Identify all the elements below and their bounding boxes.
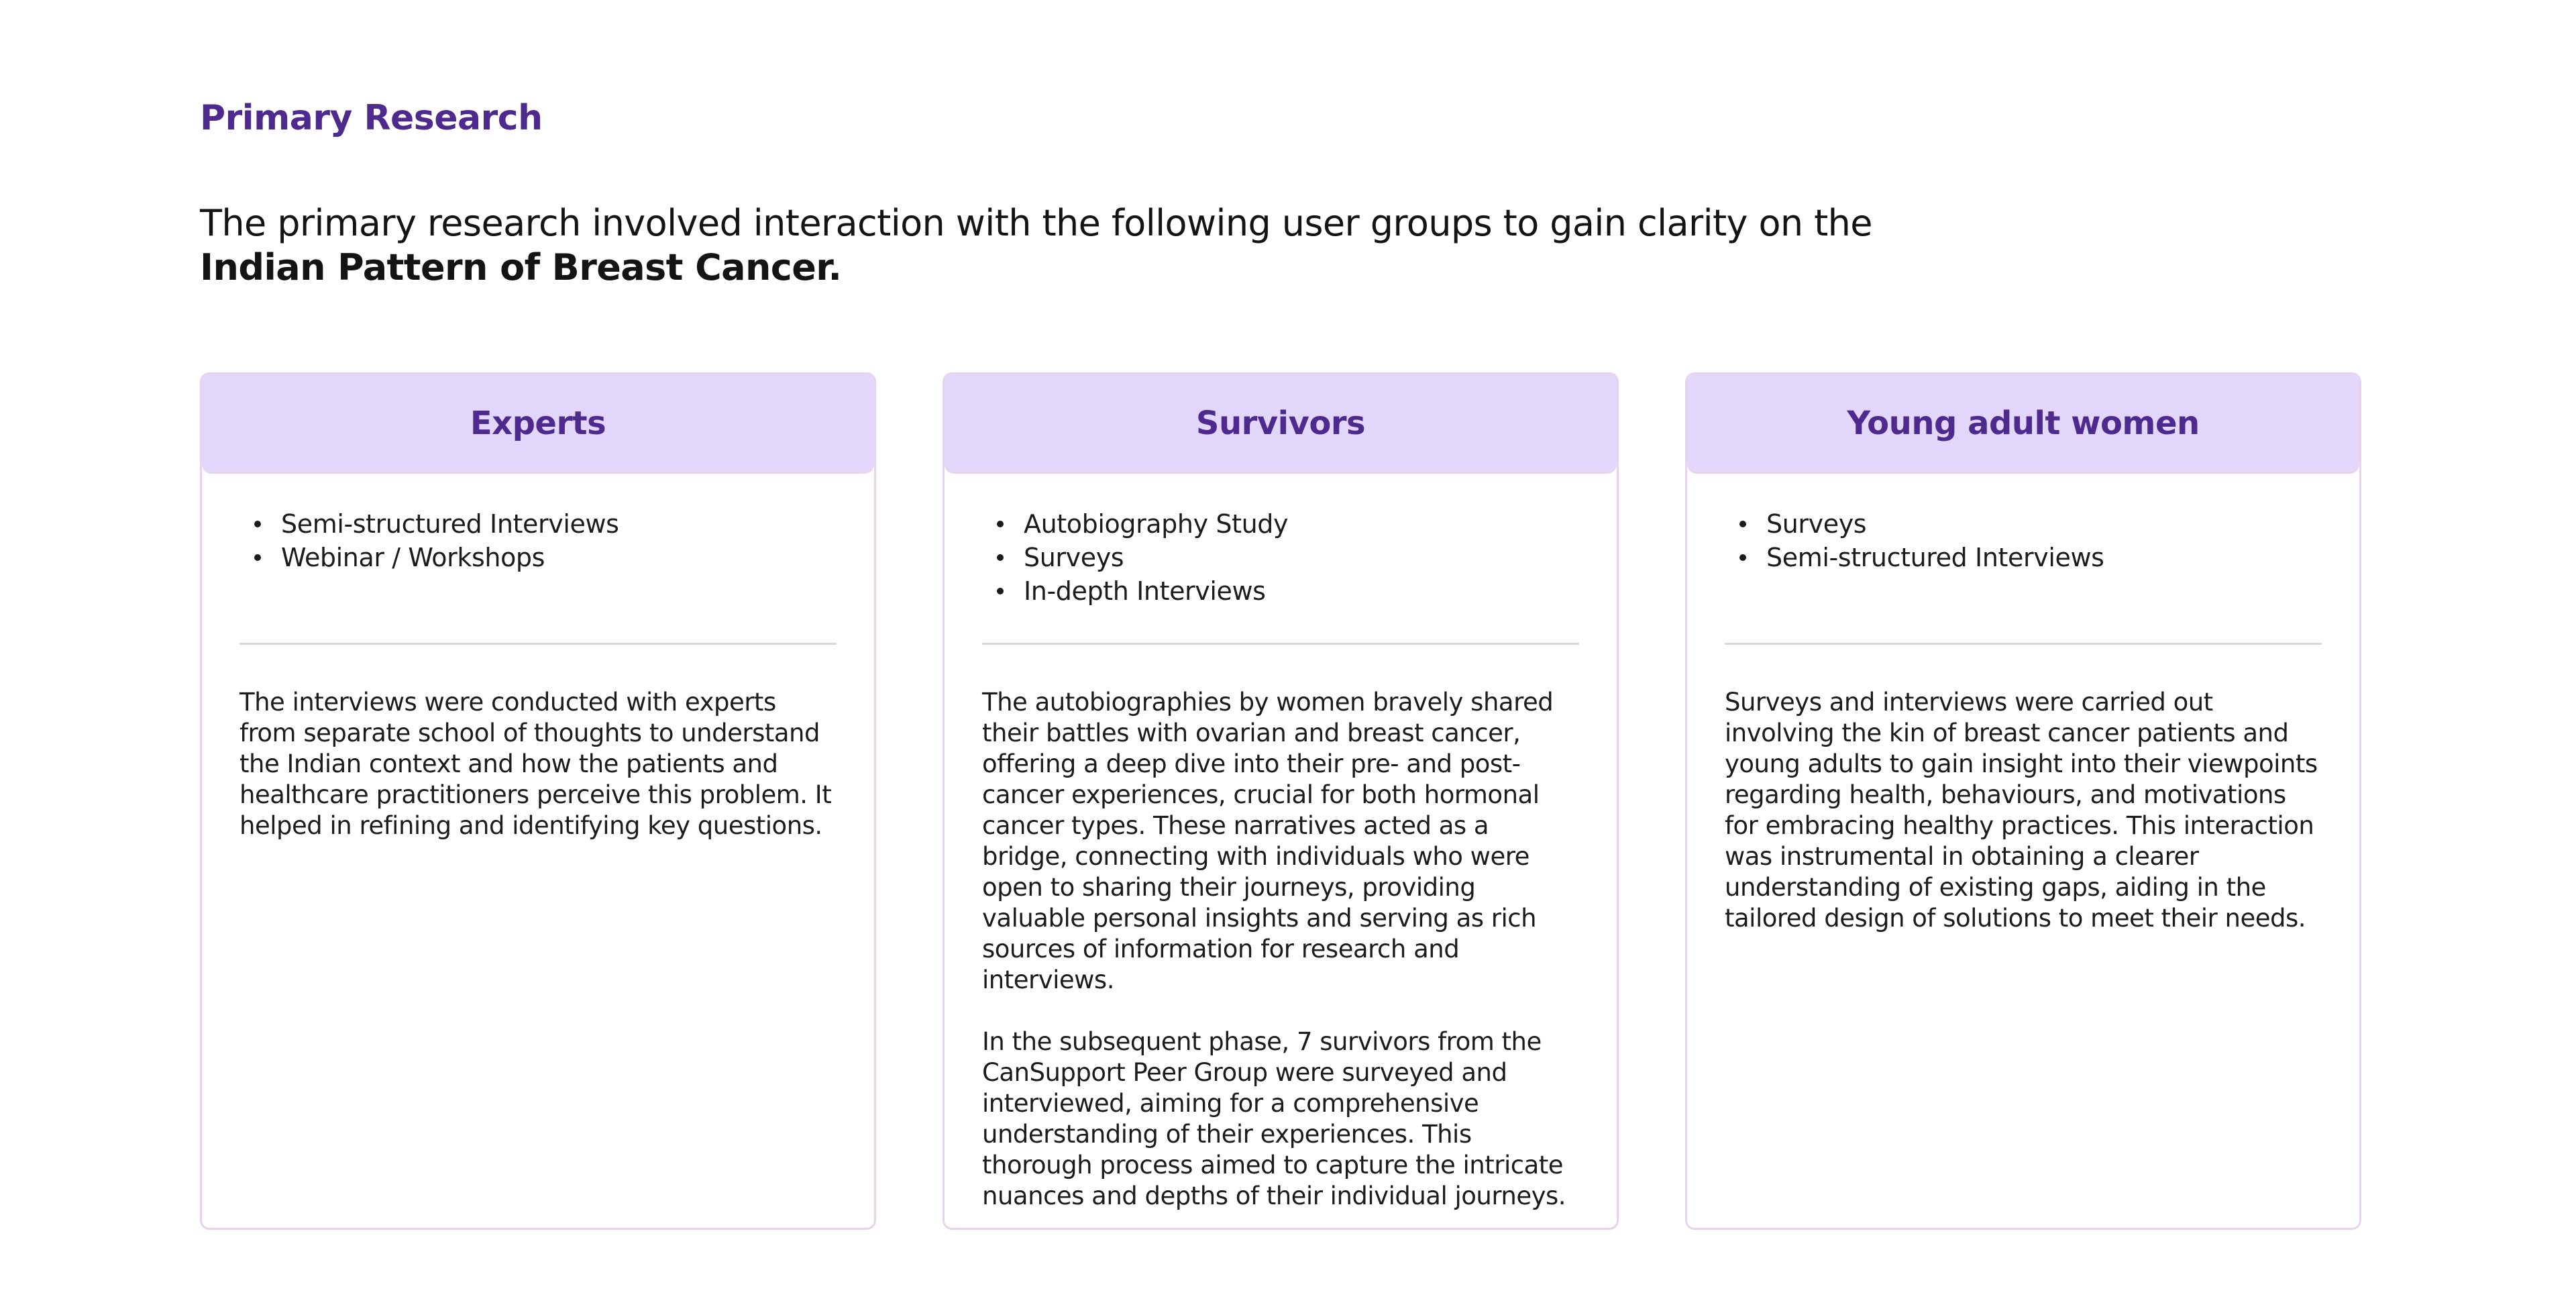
section-label: Primary Research	[200, 98, 543, 138]
list-item	[982, 507, 1288, 541]
card-title: Experts	[470, 404, 606, 442]
method-label: Autobiography Study	[1024, 509, 1289, 539]
method-label: Surveys	[1766, 509, 1867, 539]
methods-list	[982, 507, 1288, 608]
method-label: Surveys	[1024, 543, 1124, 572]
list-item	[1725, 507, 2104, 541]
bullet-icon	[1739, 554, 1746, 561]
list-item	[239, 507, 619, 541]
divider	[1725, 643, 2322, 645]
card-survivors	[943, 372, 1619, 1230]
description-paragraph: The interviews were conducted with experts from separate school of thoughts to understand the Indian context and how the patients and healthcare practitioners perceive this problem. It helped in refining and identifying key questions.	[239, 688, 832, 840]
card-header	[202, 374, 874, 474]
description-paragraph: In the subsequent phase, 7 survivors from the CanSupport Peer Group were surveyed and interviewed, aiming for a comprehensive understanding of their experiences. This thorough process aimed to capture the intricate nuances and depths of their individual journeys.	[982, 1027, 1566, 1210]
card-young-adult-women	[1685, 372, 2361, 1230]
card-experts	[200, 372, 876, 1230]
user-group-cards	[200, 372, 2360, 1230]
list-item	[982, 574, 1288, 608]
method-label: Webinar / Workshops	[281, 543, 545, 572]
bullet-icon	[1739, 521, 1746, 527]
methods-list	[239, 507, 619, 574]
method-label: Semi-structured Interviews	[1766, 543, 2104, 572]
list-item	[1725, 541, 2104, 574]
intro-line: The primary research involved interaction with the following user groups to gain clarity on the	[200, 202, 1872, 244]
method-label: Semi-structured Interviews	[281, 509, 619, 539]
bullet-icon	[997, 554, 1004, 561]
card-header	[945, 374, 1617, 474]
list-item	[982, 541, 1288, 574]
card-description	[1725, 687, 2322, 965]
bullet-icon	[254, 521, 261, 527]
description-paragraph: Surveys and interviews were carried out involving the kin of breast cancer patients and young adults to gain insight into their viewpoints regarding health, behaviours, and motivations for embracing healthy practices. This interaction was instrumental in obtaining a clearer understanding of existing gaps, aiding in the tailored design of solutions to meet their needs.	[1725, 688, 2318, 933]
bullet-icon	[997, 521, 1004, 527]
intro-emphasis: Indian Pattern of Breast Cancer.	[200, 246, 842, 289]
card-description	[239, 687, 837, 872]
description-paragraph: The autobiographies by women bravely shared their battles with ovarian and breast cancer, offering a deep dive into their pre- and post-cancer experiences, crucial for both hormonal cancer types. These narratives acted as a bridge, connecting with individuals who were open to sharing their journeys, providing valuable personal insights and serving as rich sources of information for research and interviews.	[982, 688, 1554, 994]
card-title: Survivors	[1195, 404, 1366, 442]
divider	[239, 643, 837, 645]
intro-text	[200, 201, 2011, 290]
card-title: Young adult women	[1847, 404, 2200, 442]
bullet-icon	[254, 554, 261, 561]
divider	[982, 643, 1579, 645]
methods-list	[1725, 507, 2104, 574]
bullet-icon	[997, 588, 1004, 594]
list-item	[239, 541, 619, 574]
card-description	[982, 687, 1579, 1230]
method-label: In-depth Interviews	[1024, 576, 1266, 606]
card-header	[1687, 374, 2359, 474]
